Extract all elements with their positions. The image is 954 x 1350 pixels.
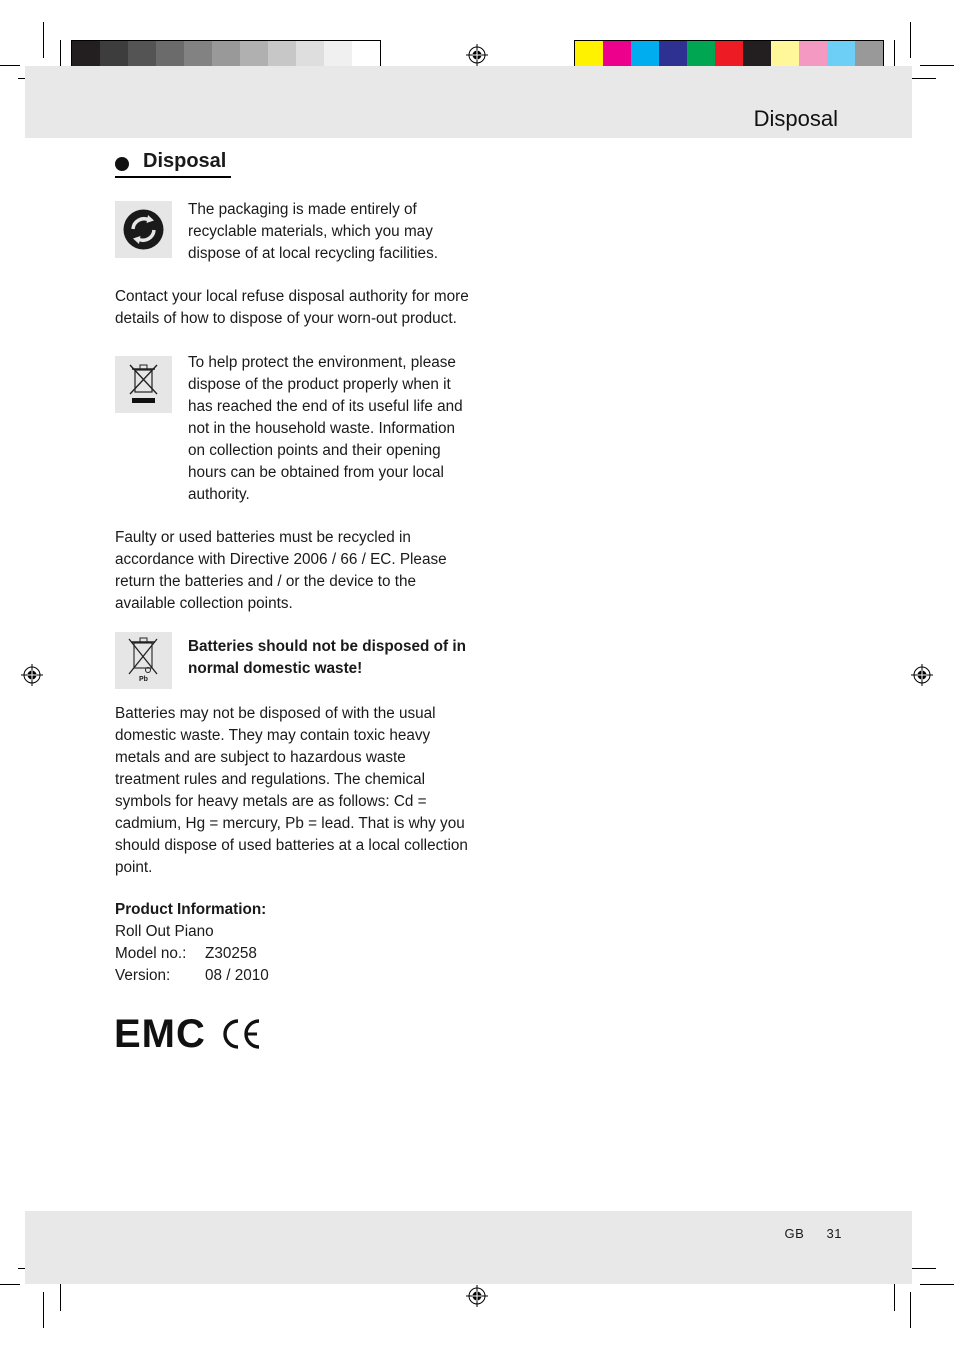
crop-mark	[0, 1284, 20, 1285]
crop-mark	[910, 1292, 911, 1328]
color-swatch	[212, 41, 240, 68]
gray-swatch-strip	[71, 40, 381, 69]
color-swatch	[715, 41, 743, 68]
color-swatch-strip	[574, 40, 884, 69]
weee-bin-icon	[115, 356, 172, 413]
crop-mark	[43, 1292, 44, 1328]
model-value: Z30258	[205, 945, 257, 962]
crop-mark	[60, 1283, 61, 1311]
color-swatch	[827, 41, 855, 68]
recycling-icon-box	[115, 201, 172, 258]
color-swatch	[268, 41, 296, 68]
battery-pb-label: Pb	[139, 676, 148, 683]
product-name: Roll Out Piano	[115, 923, 214, 940]
heavy-metals-text: Batteries may not be disposed of with the usual domestic waste. They may contain toxic heavy metals and are subject to hazardous waste treatment rules and regulations. The chemical symbols for heavy metals are as follows: Cd = cadmium, Hg = mercury, Pb = lead. That is why you should dispose of used batteries at a local collection point.	[115, 705, 468, 876]
color-swatch	[184, 41, 212, 68]
packaging-text: The packaging is made entirely of recyclable materials, which you may dispose of at local recycling facilities.	[188, 201, 438, 262]
color-swatch	[352, 41, 380, 68]
contact-text: Contact your local refuse disposal authority for more details of how to dispose of your worn-out product.	[115, 288, 469, 327]
color-swatch	[240, 41, 268, 68]
color-swatch	[575, 41, 603, 68]
registration-mark-icon	[911, 664, 933, 686]
registration-mark-icon	[466, 1285, 488, 1307]
crop-mark	[0, 65, 20, 66]
registration-mark-icon	[466, 44, 488, 66]
color-swatch	[72, 41, 100, 68]
header-title: Disposal	[753, 106, 838, 131]
color-swatch	[324, 41, 352, 68]
batteries-directive-text: Faulty or used batteries must be recycled in accordance with Directive 2006 / 66 / EC. Please return the batteries and / or the device to the available collection points.	[115, 529, 447, 612]
crop-mark	[60, 40, 61, 68]
color-swatch	[687, 41, 715, 68]
model-label: Model no.:	[115, 945, 187, 962]
section-bullet	[115, 157, 129, 171]
footer-lang: GB	[784, 1226, 805, 1241]
color-swatch	[296, 41, 324, 68]
weee-icon-box	[115, 356, 172, 413]
color-swatch	[128, 41, 156, 68]
color-swatch	[631, 41, 659, 68]
color-swatch	[603, 41, 631, 68]
color-swatch	[100, 41, 128, 68]
battery-icon-box	[115, 632, 172, 689]
color-swatch	[156, 41, 184, 68]
version-label: Version:	[115, 967, 171, 984]
crop-mark	[894, 40, 895, 68]
crop-mark	[920, 1284, 954, 1285]
section-underline	[115, 176, 231, 178]
footer-page-info	[784, 1226, 842, 1241]
section-heading: Disposal	[143, 150, 227, 172]
version-value: 08 / 2010	[205, 967, 269, 984]
color-swatch	[659, 41, 687, 68]
color-swatch	[743, 41, 771, 68]
recycling-icon	[115, 201, 172, 258]
color-swatch	[799, 41, 827, 68]
crop-mark	[894, 1283, 895, 1311]
footer-page-number: 31	[826, 1226, 842, 1241]
emc-mark: EMC	[114, 1012, 206, 1056]
footer-bar	[25, 1211, 912, 1284]
ce-mark-icon	[220, 1018, 262, 1050]
crop-mark	[43, 22, 44, 58]
product-info-heading: Product Information:	[115, 901, 267, 918]
crop-mark	[910, 22, 911, 58]
crop-mark	[920, 65, 954, 66]
color-swatch	[855, 41, 883, 68]
color-swatch	[771, 41, 799, 68]
batteries-warning: Batteries should not be disposed of in normal domestic waste!	[188, 638, 466, 677]
weee-text: To help protect the environment, please dispose of the product properly when it has reached the end of its useful life and not in the household waste. Information on collection points and their opening hours can be obtained from your local authority.	[188, 354, 463, 503]
registration-mark-icon	[21, 664, 43, 686]
